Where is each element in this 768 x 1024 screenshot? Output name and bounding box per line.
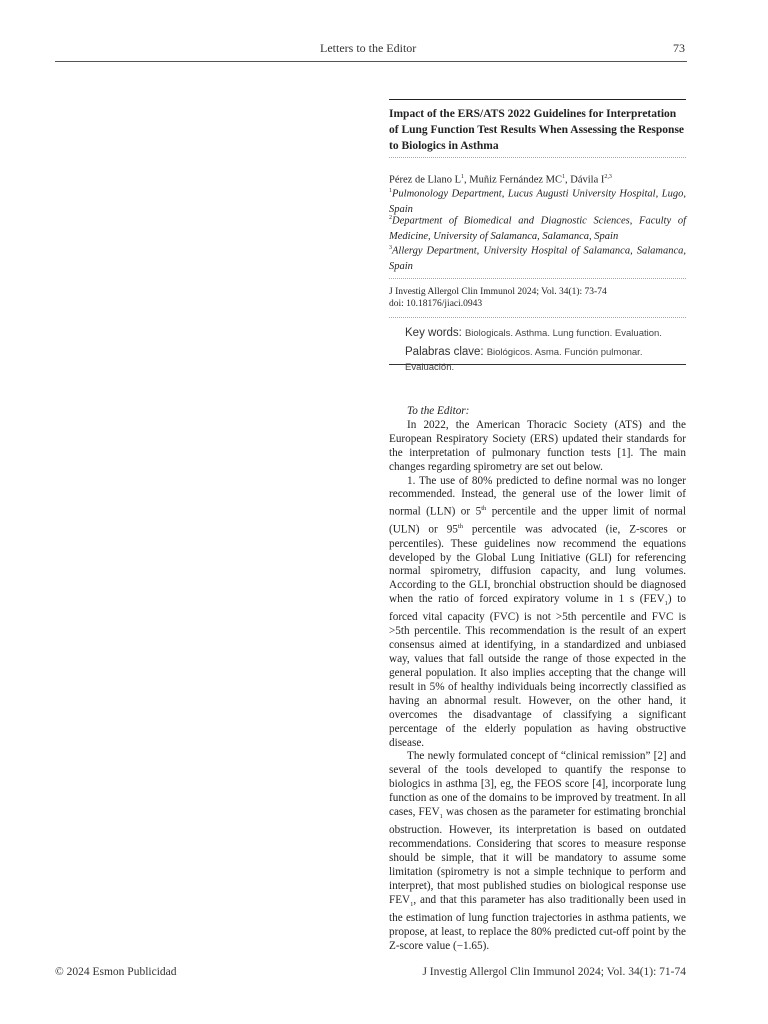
- footer-journal: J Investig Allergol Clin Immunol 2024; Vol. 34(1): 71-74: [422, 966, 686, 978]
- article-title: Impact of the ERS/ATS 2022 Guidelines for Interpretation of Lung Function Test Results When Assessing the Response to Biologics in Asthma: [389, 108, 685, 152]
- citation-block: [389, 286, 686, 310]
- doi: doi: 10.18176/jiaci.0943: [389, 299, 483, 309]
- author-name: Dávila I: [570, 174, 605, 186]
- palabras-label: Palabras clave:: [405, 346, 484, 358]
- author-list: Pérez de Llano $L^1$, Muñiz Fernández $MC^1$, Dávila I$^{2,3}$: [389, 174, 612, 186]
- palabras-value: Biológicos. Asma. Función pulmonar. Evaluación.: [405, 347, 643, 373]
- salutation: To the Editor:: [407, 405, 470, 417]
- divider-dotted: [389, 278, 686, 279]
- article-top-rule: [389, 99, 686, 100]
- affiliation: $^3$Allergy Department, University Hospital of Salamanca, Salamanca, Spain: [389, 245, 686, 272]
- divider-dotted: [389, 157, 686, 158]
- author-sup: 1: [461, 174, 465, 180]
- keywords: [405, 326, 690, 341]
- palabras-clave: [405, 345, 690, 375]
- page-number: 73: [673, 41, 685, 55]
- paragraph: 1. The use of 80% predicted to define normal was no longer recommended. Instead, the general use of the lower limit of normal (LLN) or 5th percentile and the upper limit of normal (ULN) or 95th percentile was advocated (ie, Z-scores or percentiles). These guidelines now recommend the equations developed by the Global Lung Initiative (GLI) for referencing normal spirometry, diffusion capacity, and lung volumes. According to the GLI, bronchial obstruction should be diagnosed when the ratio of forced expiratory volume in 1 s $(FEV_1)$ to forced vital capacity (FVC) is not >5th percentile and FVC is >5th percentile. This recommendation is the result of an expert consensus aimed at identifying, in a standardized and unbiased way, values that fall outside the range of those expected in the general population. It also implies accepting that the change will result in 5% of healthy individuals being incorrectly classified as having an abnormal result. However, on the other hand, it overcomes the disadvantage of classifying a significant percentage of the elderly population as having obstructive disease.: [389, 474, 687, 749]
- paragraph: The newly formulated concept of “clinical remission” [2] and several of the tools developed to quantify the response to biologics in asthma [3], eg, the FEOS score [4], incorporate lung function as one of the domains to be improved by treatment. In all cases, $FEV_1$ was chosen as the parameter for estimating bronchial obstruction. However, its interpretation is based on outdated recommendations. Considering that scores to measure response should be simple, that it will be mandatory to assume some limitation (spirometry is not a simple technique to perform and interpret), that most published studies on biological response use $FEV_1$, and that this parameter has also traditionally been used in the estimation of lung function trajectories in asthma patients, we propose, at least, to replace the 80% predicted cut-off point by the Z-score value (−1.65).: [389, 750, 686, 952]
- divider-dotted: [389, 317, 686, 318]
- author-sup: 1: [562, 174, 565, 180]
- article-bottom-rule: [389, 364, 686, 365]
- footer-copyright: © 2024 Esmon Publicidad: [55, 966, 177, 978]
- header-rule: [55, 61, 687, 62]
- author-sup: 2,3: [604, 174, 612, 180]
- author-name: Pérez de Llano L: [389, 174, 462, 186]
- affiliation: $^1$Pulmonology Department, Lucus Augusti University Hospital, Lugo, Spain: [389, 188, 686, 215]
- running-header: Letters to the Editor: [320, 41, 417, 55]
- paragraph: In 2022, the American Thoracic Society (ATS) and the European Respiratory Society (ERS) updated their standards for the interpretation of pulmonary function tests [1]. The main changes regarding spirometry are set out below.: [389, 418, 686, 473]
- keywords-label: Key words:: [405, 327, 462, 339]
- affiliation: $^2$Department of Biomedical and Diagnostic Sciences, Faculty of Medicine, University of Salamanca, Salamanca, Spain: [389, 215, 686, 242]
- keywords-value: Biologicals. Asthma. Lung function. Evaluation.: [464, 328, 662, 339]
- citation: J Investig Allergol Clin Immunol 2024; Vol. 34(1): 73-74: [389, 287, 607, 297]
- letter-body: [389, 405, 686, 954]
- author-name: Muñiz Fernández MC: [469, 174, 562, 186]
